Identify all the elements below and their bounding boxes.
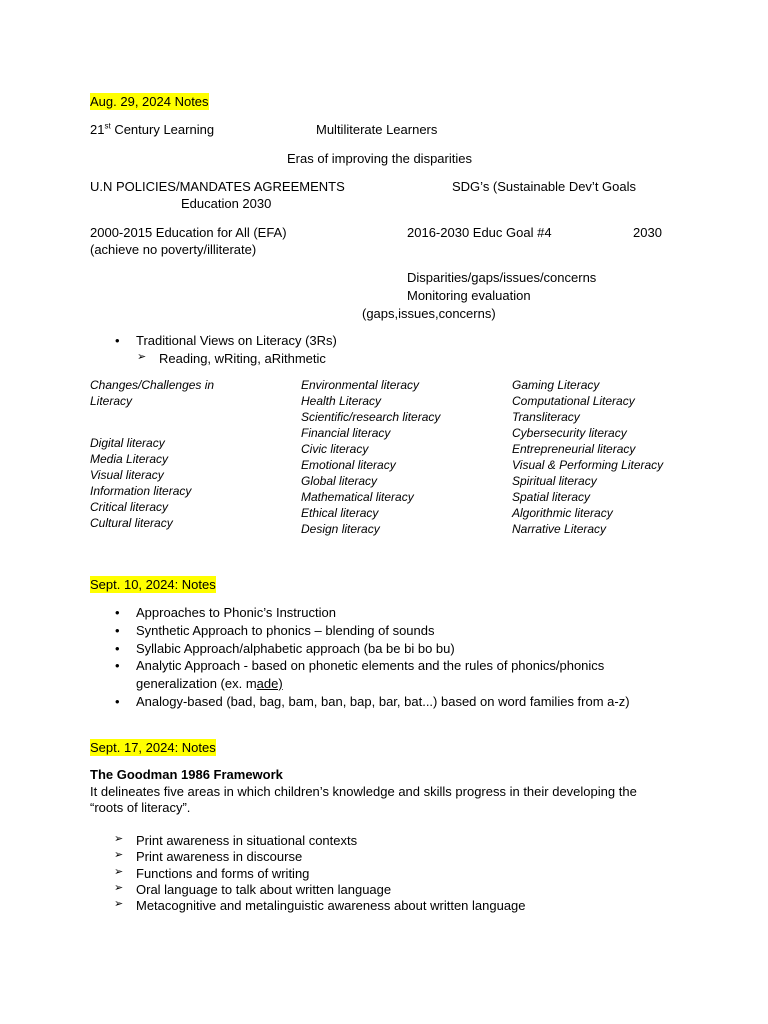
literacy-item: Entrepreneurial literacy	[512, 442, 636, 456]
disparities-line: Disparities/gaps/issues/concerns	[407, 270, 597, 285]
arrow-bullet-icon: ➢	[114, 849, 124, 861]
phonics-item: Syllabic Approach/alphabetic approach (ba be bi bo bu)	[136, 641, 455, 656]
framework-item: Functions and forms of writing	[136, 866, 310, 881]
aug-heading: Aug. 29, 2024 Notes	[90, 94, 209, 109]
arrow-bullet-icon: ➢	[114, 882, 124, 894]
literacy-item: Scientific/research literacy	[301, 410, 441, 424]
achieve-line: (achieve no poverty/illiterate)	[90, 242, 257, 257]
literacy-item: Gaming Literacy	[512, 378, 600, 392]
arrow-bullet-icon: ➢	[114, 866, 124, 878]
framework-item: Print awareness in discourse	[136, 849, 303, 864]
literacy-column-3	[512, 377, 717, 537]
three-rs: Reading, wRiting, aRithmetic	[159, 351, 326, 366]
sept17-heading: Sept. 17, 2024: Notes	[90, 740, 216, 755]
literacy-item: Algorithmic literacy	[512, 506, 613, 520]
gaps-line: (gaps,issues,concerns)	[362, 306, 496, 321]
sdg-line: SDG’s (Sustainable Dev’t Goals	[452, 179, 637, 194]
literacy-item: Design literacy	[301, 522, 380, 536]
literacy-item: Cybersecurity literacy	[512, 426, 627, 440]
sept10-heading: Sept. 10, 2024: Notes	[90, 577, 216, 592]
literacy-item: Mathematical literacy	[301, 490, 414, 504]
literacy-item: Health Literacy	[301, 394, 382, 408]
arrow-bullet-icon: ➢	[114, 833, 124, 845]
bullet-dot-icon: •	[115, 658, 120, 673]
column-heading: Changes/Challenges in	[90, 378, 215, 392]
phonics-item: Approaches to Phonic’s Instruction	[136, 605, 336, 620]
literacy-item: Critical literacy	[90, 500, 169, 514]
arrow-bullet-icon: ➢	[137, 351, 147, 363]
literacy-item: Visual literacy	[90, 468, 164, 482]
bullet-dot-icon: •	[115, 333, 120, 348]
literacy-item: Cultural literacy	[90, 516, 173, 530]
monitoring-line: Monitoring evaluation	[407, 288, 531, 303]
literacy-item: Transliteracy	[512, 410, 580, 424]
bullet-dot-icon: •	[115, 605, 120, 620]
literacy-item: Visual & Performing Literacy	[512, 458, 664, 472]
literacy-item: Spiritual literacy	[512, 474, 597, 488]
literacy-item: Digital literacy	[90, 436, 165, 450]
un-policies: U.N POLICIES/MANDATES AGREEMENTS	[90, 179, 345, 194]
framework-item: Print awareness in situational contexts	[136, 833, 358, 848]
arrow-bullet-icon: ➢	[114, 898, 124, 910]
framework-description: It delineates five areas in which children’s knowledge and skills progress in their developing the	[90, 784, 637, 799]
bullet-dot-icon: •	[115, 623, 120, 638]
bullet-dot-icon: •	[115, 641, 120, 656]
framework-description-continued: “roots of literacy”.	[90, 800, 191, 815]
educ-goal-line: 2016-2030 Educ Goal #4	[407, 225, 552, 240]
education-2030: Education 2030	[181, 196, 272, 211]
year-2030: 2030	[633, 225, 662, 240]
phonics-item: Analogy-based (bad, bag, bam, ban, bap, bar, bat...) based on word families from a-z)	[136, 694, 630, 709]
literacy-item: Spatial literacy	[512, 490, 591, 504]
phonics-item-continued: generalization (ex. made)	[136, 676, 283, 691]
literacy-item: Civic literacy	[301, 442, 369, 456]
phonics-item: Analytic Approach - based on phonetic elements and the rules of phonics/phonics	[136, 658, 605, 673]
century-learning: 21st Century Learning	[90, 121, 215, 137]
literacy-item: Computational Literacy	[512, 394, 635, 408]
efa-line: 2000-2015 Education for All (EFA)	[90, 225, 287, 240]
literacy-item: Ethical literacy	[301, 506, 379, 520]
bullet-dot-icon: •	[115, 694, 120, 709]
traditional-views: Traditional Views on Literacy (3Rs)	[136, 333, 337, 348]
framework-item: Metacognitive and metalinguistic awareness about written language	[136, 898, 526, 913]
literacy-item: Financial literacy	[301, 426, 391, 440]
literacy-column-1	[90, 377, 295, 531]
literacy-item: Media Literacy	[90, 452, 169, 466]
framework-item: Oral language to talk about written language	[136, 882, 392, 897]
column-heading: Literacy	[90, 394, 133, 408]
literacy-item: Environmental literacy	[301, 378, 420, 392]
multiliterate-learners: Multiliterate Learners	[316, 122, 438, 137]
literacy-item: Global literacy	[301, 474, 378, 488]
eras-line: Eras of improving the disparities	[287, 151, 472, 166]
literacy-item: Narrative Literacy	[512, 522, 607, 536]
literacy-item: Emotional literacy	[301, 458, 396, 472]
literacy-item: Information literacy	[90, 484, 192, 498]
phonics-item: Synthetic Approach to phonics – blending of sounds	[136, 623, 435, 638]
literacy-column-2	[301, 377, 506, 537]
framework-title: The Goodman 1986 Framework	[90, 767, 283, 782]
